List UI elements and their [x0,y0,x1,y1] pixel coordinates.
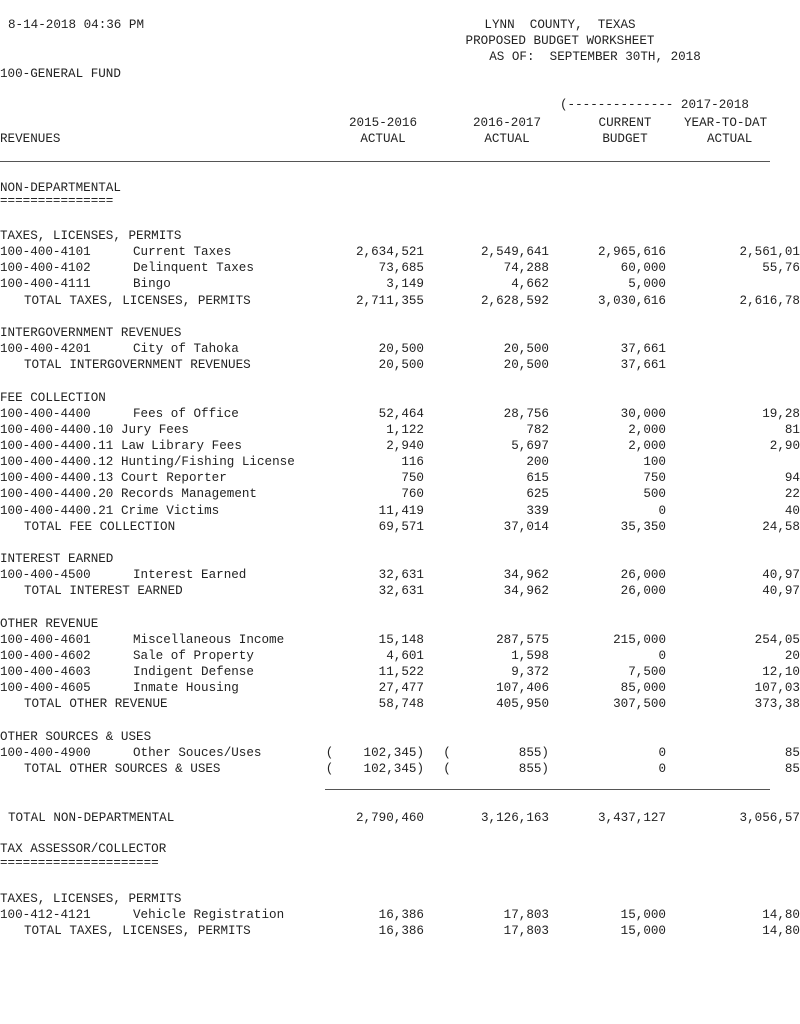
line-item-value-v4: 254,05 [754,632,800,647]
line-item-value-v2: 74,288 [503,261,549,276]
group-total-value-v2: 405,950 [496,697,549,712]
group-total-value-v4: 14,80 [762,924,800,939]
group-total-value-v1: 58,748 [378,697,424,712]
line-item-value-v1: 750 [401,471,424,486]
account-description: Current Taxes [133,245,232,260]
group-total-label: TOTAL TAXES, LICENSES, PERMITS [24,293,251,308]
line-item-value-v2: 4,662 [511,277,549,292]
account-description: Court Reporter [120,471,227,486]
group-total-value-v1: 2,711,355 [355,293,424,308]
line-item-value-v1: 3,149 [386,277,424,292]
col1-label: ACTUAL [360,132,406,146]
line-item-value-v4: 40,97 [762,568,800,583]
group-total-value-v3: 26,000 [620,584,666,599]
line-item-value-v1: 15,148 [378,632,424,647]
group-total-value-v3: 0 [658,761,666,776]
line-item-value-v2: 200 [526,455,549,470]
line-item-value-v2: 782 [526,422,549,437]
account-code: 100-400-4101 [0,245,91,260]
line-item-value-v1: 116 [401,455,424,470]
group-total-value-v3: 37,661 [620,358,666,373]
account-description: Bingo [133,277,171,292]
line-item-value-v3: 30,000 [620,406,666,421]
grand-total-value-v1: 2,790,460 [355,811,424,825]
line-item-value-v3: 85,000 [620,681,666,696]
line-item-value-v1: 20,500 [378,342,424,357]
line-item-value-v1: 32,631 [378,568,424,583]
line-item-value-v1: 2,940 [386,438,424,453]
group-heading: FEE COLLECTION [0,390,106,405]
account-description: Other Souces/Uses [133,745,262,760]
line-item-value-v3: 5,000 [628,277,666,292]
grand-total-value-v2: 3,126,163 [480,811,549,825]
line-item-value-v2: 107,406 [496,681,549,696]
line-item-value-v4: 22 [784,487,800,502]
account-description: Jury Fees [120,422,189,437]
col3-line2: BUDGET [602,132,648,146]
line-item-value-v3: 215,000 [613,632,666,647]
grand-total-value-v4: 3,056,57 [739,811,800,825]
account-code: 100-400-4605 [0,681,91,696]
group-total-value-v1: 32,631 [378,584,424,599]
group-total-value-v4: 2,616,78 [739,293,800,308]
fund-name: 100-GENERAL FUND [0,67,121,81]
account-description: City of Tahoka [133,342,239,357]
account-description: Fees of Office [133,406,239,421]
account-code: 100-400-4400 [0,406,91,421]
account-description: Indigent Defense [133,665,254,680]
group-total-value-v4: 40,97 [762,584,800,599]
group-total-value-v2: 17,803 [503,924,549,939]
group-total-value-v3: 15,000 [620,924,666,939]
group-heading: INTEREST EARNED [0,552,114,566]
account-code: 100-400-4400.13 [0,471,114,486]
section-underline: ===================== [0,856,159,870]
line-item-value-v1: 11,419 [378,503,424,518]
line-item-value-v3: 500 [643,487,666,502]
line-item-value-v3: 0 [658,745,666,760]
group-total-value-v1: 16,386 [378,924,424,939]
group-total-label: TOTAL INTERGOVERNMENT REVENUES [24,358,251,373]
account-description: Hunting/Fishing License [120,455,295,470]
group-total-value-v4: 24,58 [762,519,800,534]
account-description: Sale of Property [133,648,254,663]
grand-total-label: TOTAL NON-DEPARTMENTAL [8,811,175,825]
line-item-value-v1: 73,685 [378,261,424,276]
line-item-value-v1: 16,386 [378,908,424,923]
group-total-value-v4: 373,38 [754,697,800,712]
section-title: NON-DEPARTMENTAL [0,181,121,195]
account-description: Miscellaneous Income [133,632,285,647]
group-total-value-v3: 35,350 [620,519,666,534]
col3-line1: CURRENT [598,116,652,130]
line-item-value-v4: 20 [784,648,800,663]
group-total-value-v2: 37,014 [503,519,549,534]
line-item-value-v2: 5,697 [511,438,549,453]
line-item-value-v4: 94 [784,471,800,486]
line-item-value-v2: 20,500 [503,342,549,357]
line-item-value-v4: 40 [784,503,800,518]
line-item-value-v1: 2,634,521 [355,245,424,260]
col1-year: 2015-2016 [348,116,418,130]
account-description: Records Management [120,487,257,502]
line-item-value-v4: 107,03 [754,681,800,696]
group-total-value-v1: ( 102,345) [325,761,424,776]
account-code: 100-400-4602 [0,648,91,663]
account-description: Inmate Housing [133,681,239,696]
line-item-value-v4: 2,561,01 [739,245,800,260]
group-total-value-v2: ( 855) [443,761,549,776]
group-heading: TAXES, LICENSES, PERMITS [0,892,182,906]
line-item-value-v1: 4,601 [386,648,424,663]
line-item-value-v2: 28,756 [503,406,549,421]
col2-label: ACTUAL [484,132,530,146]
group-total-value-v2: 20,500 [503,358,549,373]
group-total-value-v1: 20,500 [378,358,424,373]
report-datetime: 8-14-2018 04:36 PM [8,18,145,32]
line-item-value-v2: ( 855) [443,745,549,760]
account-code: 100-400-4400.12 [0,455,114,470]
account-code: 100-400-4603 [0,665,91,680]
line-item-value-v4: 2,90 [769,438,800,453]
account-code: 100-400-4400.20 [0,487,114,502]
line-item-value-v2: 2,549,641 [480,245,549,260]
col4-line1: YEAR-TO-DAT [684,116,768,130]
line-item-value-v4: 55,76 [762,261,800,276]
line-item-value-v2: 339 [526,503,549,518]
line-item-value-v1: ( 102,345) [325,745,424,760]
account-code: 100-400-4111 [0,277,91,292]
group-total-label: TOTAL FEE COLLECTION [24,519,176,534]
line-item-value-v3: 15,000 [620,908,666,923]
line-item-value-v3: 2,965,616 [597,245,666,260]
group-heading: OTHER SOURCES & USES [0,729,152,744]
line-item-value-v1: 27,477 [378,681,424,696]
line-item-value-v2: 1,598 [511,648,549,663]
group-heading: OTHER REVENUE [0,616,99,631]
line-item-value-v3: 750 [643,471,666,486]
line-item-value-v3: 100 [643,455,666,470]
line-item-value-v2: 17,803 [503,908,549,923]
account-description: Interest Earned [133,568,247,583]
line-item-value-v1: 11,522 [378,665,424,680]
line-item-value-v1: 760 [401,487,424,502]
account-description: Crime Victims [120,503,220,518]
line-item-value-v1: 1,122 [386,422,424,437]
total-separator [325,789,770,790]
group-total-value-v3: 307,500 [613,697,666,712]
line-item-value-v3: 0 [658,503,666,518]
group-total-value-v2: 2,628,592 [480,293,549,308]
line-item-value-v3: 26,000 [620,568,666,583]
line-item-value-v3: 7,500 [628,665,666,680]
report-as-of: AS OF: SEPTEMBER 30TH, 2018 [489,50,701,64]
group-heading: TAXES, LICENSES, PERMITS [0,229,182,243]
account-code: 100-400-4400.21 [0,503,114,518]
col4-line2: ACTUAL [707,132,753,146]
group-heading: INTERGOVERNMENT REVENUES [0,325,182,340]
line-item-value-v3: 60,000 [620,261,666,276]
account-code: 100-400-4201 [0,342,91,357]
group-total-label: TOTAL OTHER REVENUE [24,697,168,712]
account-code: 100-412-4121 [0,908,91,923]
section-underline: =============== [0,194,114,208]
line-item-value-v4: 12,10 [762,665,800,680]
line-item-value-v2: 625 [526,487,549,502]
line-item-value-v4: 81 [784,422,800,437]
line-item-value-v3: 37,661 [620,342,666,357]
header-divider [0,161,770,162]
year-group-label: (-------------- 2017-2018 [560,98,749,112]
group-total-value-v1: 69,571 [378,519,424,534]
group-total-label: TOTAL OTHER SOURCES & USES [24,761,221,776]
line-item-value-v3: 2,000 [628,422,666,437]
report-title: PROPOSED BUDGET WORKSHEET [465,34,655,48]
line-item-value-v2: 9,372 [511,665,549,680]
group-total-value-v4: 85 [784,761,800,776]
line-item-value-v3: 2,000 [628,438,666,453]
line-item-value-v3: 0 [658,648,666,663]
account-code: 100-400-4601 [0,632,91,647]
line-item-value-v2: 615 [526,471,549,486]
group-total-value-v2: 34,962 [503,584,549,599]
group-total-value-v3: 3,030,616 [597,293,666,308]
county-title: LYNN COUNTY, TEXAS [484,18,636,32]
account-code: 100-400-4500 [0,568,91,583]
account-description: Vehicle Registration [133,908,285,923]
line-item-value-v4: 14,80 [762,908,800,923]
line-item-value-v4: 85 [784,745,800,760]
account-description: Delinquent Taxes [133,261,254,276]
section-title: TAX ASSESSOR/COLLECTOR [0,842,167,856]
account-description: Law Library Fees [120,438,242,453]
account-code: 100-400-4102 [0,261,91,276]
col2-year: 2016-2017 [472,116,542,130]
grand-total-value-v3: 3,437,127 [597,811,666,825]
account-code: 100-400-4400.10 [0,422,114,437]
line-item-value-v4: 19,28 [762,406,800,421]
section-label-revenues: REVENUES [0,132,61,146]
line-item-value-v1: 52,464 [378,406,424,421]
account-code: 100-400-4900 [0,745,91,760]
line-item-value-v2: 287,575 [496,632,549,647]
group-total-label: TOTAL TAXES, LICENSES, PERMITS [24,924,251,939]
line-item-value-v2: 34,962 [503,568,549,583]
account-code: 100-400-4400.11 [0,438,114,453]
group-total-label: TOTAL INTEREST EARNED [24,584,183,599]
